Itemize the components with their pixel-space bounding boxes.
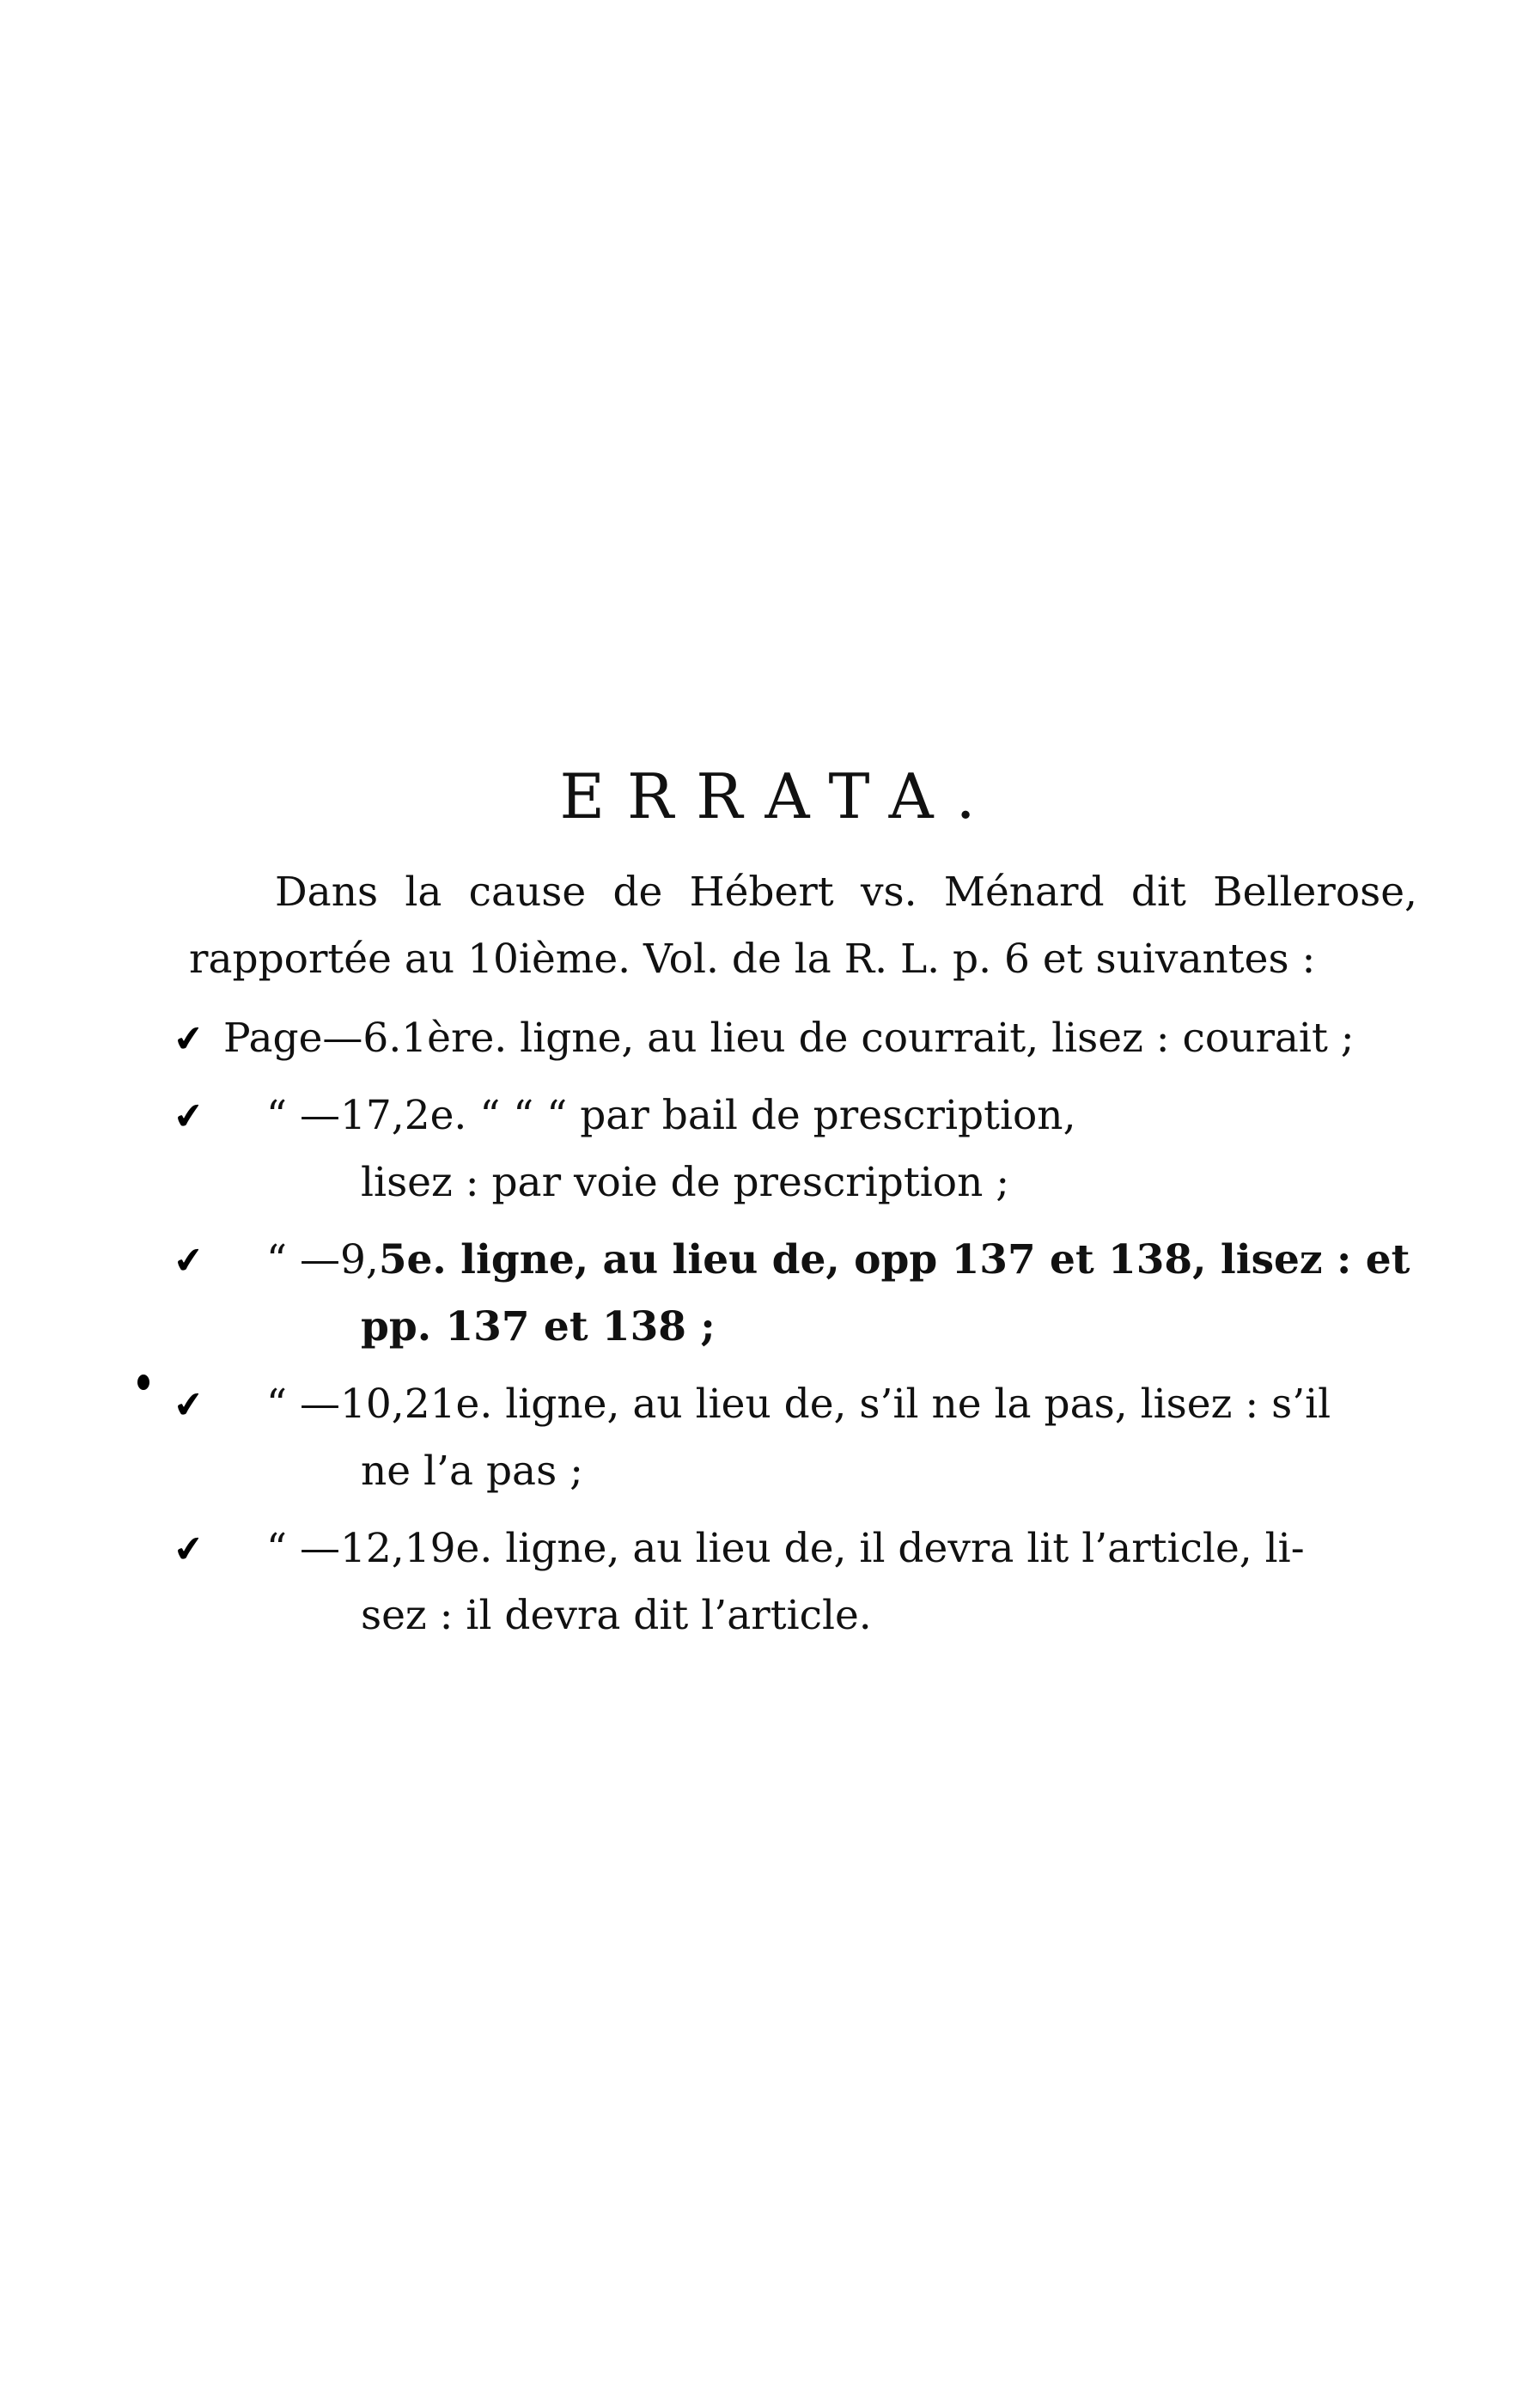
entry-correction: 2e. “ “ “ par bail de prescription, [404, 1092, 1076, 1139]
entry-continuation: lisez : par voie de prescription ; [361, 1159, 1010, 1206]
check-mark-icon: ✔ [171, 1015, 206, 1062]
entry-continuation-wrap [189, 1438, 1417, 1505]
check-mark-icon: ✔ [171, 1381, 206, 1428]
errata-entry [171, 1371, 1417, 1438]
entry-body [379, 1227, 1417, 1294]
ink-dot [137, 1375, 149, 1390]
page-title: ERRATA. [559, 760, 998, 832]
entry-continuation-wrap [189, 1149, 1417, 1216]
entry-page-ref: “ —17, [266, 1092, 405, 1139]
errata-text [171, 859, 1417, 1649]
entry-continuation: ne l’a pas ; [361, 1448, 583, 1495]
entry-body [405, 1515, 1417, 1582]
entry-continuation-wrap [189, 1582, 1417, 1649]
entry-correction: 19e. ligne, au lieu de, il devra lit l’article, li- [404, 1525, 1305, 1572]
check-mark-icon: ✔ [171, 1237, 206, 1283]
entry-continuation: pp. 137 et 138 ; [361, 1303, 716, 1350]
errata-entry [171, 1515, 1417, 1582]
entry-continuation: sez : il devra dit l’article. [361, 1592, 872, 1639]
entry-body [405, 1371, 1417, 1438]
check-mark-icon: ✔ [171, 1093, 206, 1139]
entry-continuation-wrap [189, 1294, 1417, 1361]
errata-entry [171, 1005, 1417, 1072]
entry-correction: 5e. ligne, au lieu de, opp 137 et 138, lisez : et [378, 1236, 1410, 1283]
errata-entry [171, 1082, 1417, 1149]
intro-paragraph: Dans la cause de Hébert vs. Ménard dit Bellerose, rapportée au 10ième. Vol. de la R. L. p. 6 et suivantes : [189, 869, 1417, 983]
entry-body [401, 1005, 1417, 1072]
errata-entry [171, 1227, 1417, 1294]
entry-correction: 21e. ligne, au lieu de, s’il ne la pas, lisez : s’il [404, 1381, 1331, 1428]
entry-correction: 1ère. ligne, au lieu de courrait, lisez : courait ; [401, 1015, 1355, 1062]
check-mark-icon: ✔ [171, 1526, 206, 1572]
entry-body [405, 1082, 1417, 1149]
entry-page-ref: “ —10, [266, 1381, 405, 1428]
entry-page-ref: Page—6. [223, 1015, 402, 1062]
entry-page-ref: “ —12, [266, 1525, 405, 1572]
entry-page-ref: “ —9, [266, 1236, 379, 1283]
